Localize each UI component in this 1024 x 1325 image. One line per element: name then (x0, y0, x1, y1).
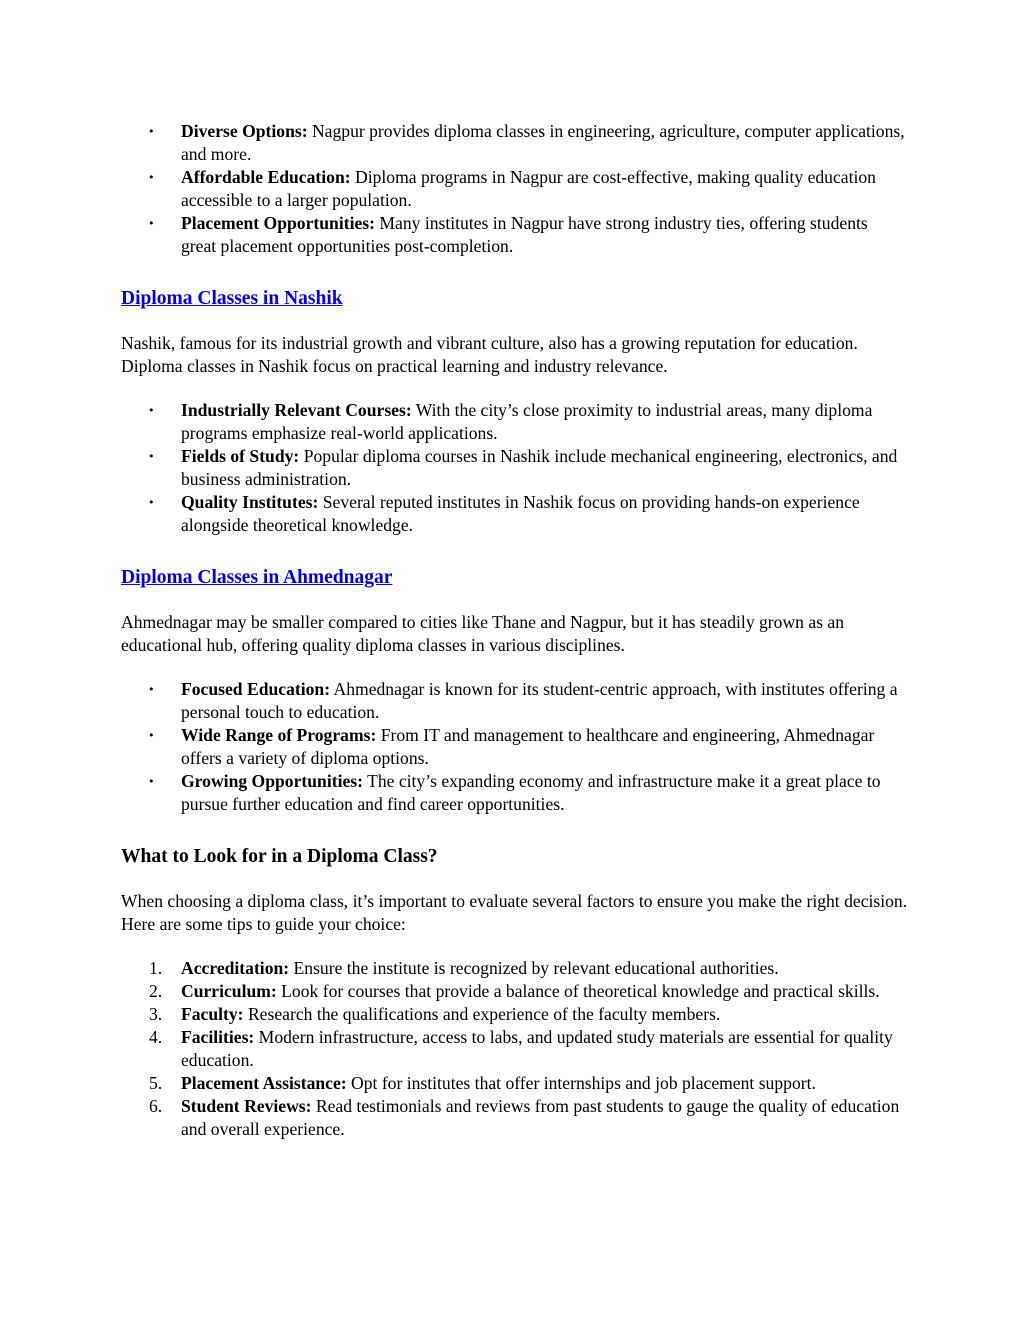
bullet-icon: • (148, 729, 155, 742)
list-item (121, 678, 905, 724)
list-item-number: 1. (149, 958, 163, 978)
list-item-term: Placement Assistance: (181, 1073, 347, 1093)
nashik-list (121, 399, 911, 537)
list-item-term: Wide Range of Programs: (181, 725, 377, 745)
document-content (121, 120, 911, 1141)
list-item-text: Opt for institutes that offer internships and job placement support. (346, 1073, 816, 1093)
list-item-text: Diploma programs in Nagpur are cost-effective, making quality education accessible to a larger population. (181, 167, 876, 210)
bullet-icon: • (148, 171, 155, 184)
bullet-icon: • (148, 775, 155, 788)
list-item-text: Look for courses that provide a balance of theoretical knowledge and practical skills. (276, 981, 880, 1001)
bullet-icon: • (148, 217, 155, 230)
ahmednagar-intro: Ahmednagar may be smaller compared to cities like Thane and Nagpur, but it has steadily grown as an educational hub, offering quality diploma classes in various disciplines. (121, 612, 845, 655)
list-item (121, 957, 905, 980)
ahmednagar-heading-link[interactable]: Diploma Classes in Ahmednagar (121, 567, 393, 588)
list-item-text: Ensure the institute is recognized by relevant educational authorities. (289, 958, 779, 978)
list-item (121, 120, 905, 166)
list-item (121, 491, 905, 537)
list-item-number: 5. (149, 1073, 163, 1093)
bullet-icon: • (148, 450, 155, 463)
list-item (121, 724, 905, 770)
look-for-intro: When choosing a diploma class, it’s important to evaluate several factors to ensure you make the right decision. Here are some tips to guide your choice: (121, 891, 908, 934)
bullet-icon: • (148, 404, 155, 417)
look-for-list (121, 957, 911, 1141)
list-item (121, 1095, 905, 1141)
list-item-text: Several reputed institutes in Nashik focus on providing hands-on experience alongside theoretical knowledge. (181, 492, 860, 535)
list-item-term: Diverse Options: (181, 121, 308, 141)
list-item (121, 399, 905, 445)
list-item-text: The city’s expanding economy and infrastructure make it a great place to pursue further education and find career opportunities. (181, 771, 881, 814)
look-for-heading: What to Look for in a Diploma Class? (121, 846, 438, 867)
list-item (121, 1026, 905, 1072)
bullet-icon: • (148, 496, 155, 509)
list-item-term: Curriculum: (181, 981, 277, 1001)
list-item-term: Student Reviews: (181, 1096, 312, 1116)
list-item-term: Fields of Study: (181, 446, 300, 466)
list-item (121, 770, 905, 816)
list-item-number: 2. (149, 981, 163, 1001)
list-item-term: Accreditation: (181, 958, 290, 978)
list-item-term: Growing Opportunities: (181, 771, 363, 791)
list-item-term: Placement Opportunities: (181, 213, 375, 233)
list-item-number: 3. (149, 1004, 163, 1024)
list-item-term: Industrially Relevant Courses: (181, 400, 412, 420)
list-item-text: Read testimonials and reviews from past students to gauge the quality of education and overall experience. (181, 1096, 900, 1139)
bullet-icon: • (148, 125, 155, 138)
list-item-number: 4. (149, 1027, 163, 1047)
list-item (121, 166, 905, 212)
list-item-term: Facilities: (181, 1027, 255, 1047)
nashik-heading-link[interactable]: Diploma Classes in Nashik (121, 288, 343, 309)
list-item-text: Ahmednagar is known for its student-centric approach, with institutes offering a personal touch to education. (181, 679, 898, 722)
list-item-number: 6. (149, 1096, 163, 1116)
list-item-text: With the city’s close proximity to industrial areas, many diploma programs emphasize real-world applications. (181, 400, 873, 443)
ahmednagar-heading (121, 565, 911, 591)
list-item (121, 1072, 905, 1095)
list-item-text: Nagpur provides diploma classes in engineering, agriculture, computer applications, and more. (181, 121, 905, 164)
list-item-term: Quality Institutes: (181, 492, 319, 512)
ahmednagar-list (121, 678, 911, 816)
list-item-term: Faculty: (181, 1004, 244, 1024)
bullet-icon: • (148, 683, 155, 696)
nashik-intro: Nashik, famous for its industrial growth and vibrant culture, also has a growing reputation for education. Diploma classes in Nashik focus on practical learning and industry relevance. (121, 333, 858, 376)
list-item-term: Affordable Education: (181, 167, 351, 187)
list-item-text: Popular diploma courses in Nashik include mechanical engineering, electronics, and business administration. (181, 446, 898, 489)
list-item-text: Research the qualifications and experience of the faculty members. (243, 1004, 721, 1024)
list-item (121, 1003, 905, 1026)
list-item (121, 980, 905, 1003)
nashik-heading (121, 286, 911, 312)
nagpur-benefits-list (121, 120, 911, 258)
list-item-term: Focused Education: (181, 679, 331, 699)
list-item (121, 212, 905, 258)
list-item-text: From IT and management to healthcare and engineering, Ahmednagar offers a variety of diploma options. (181, 725, 875, 768)
list-item (121, 445, 905, 491)
list-item-text: Many institutes in Nagpur have strong industry ties, offering students great placement opportunities post-completion. (181, 213, 868, 256)
list-item-text: Modern infrastructure, access to labs, and updated study materials are essential for quality education. (181, 1027, 893, 1070)
